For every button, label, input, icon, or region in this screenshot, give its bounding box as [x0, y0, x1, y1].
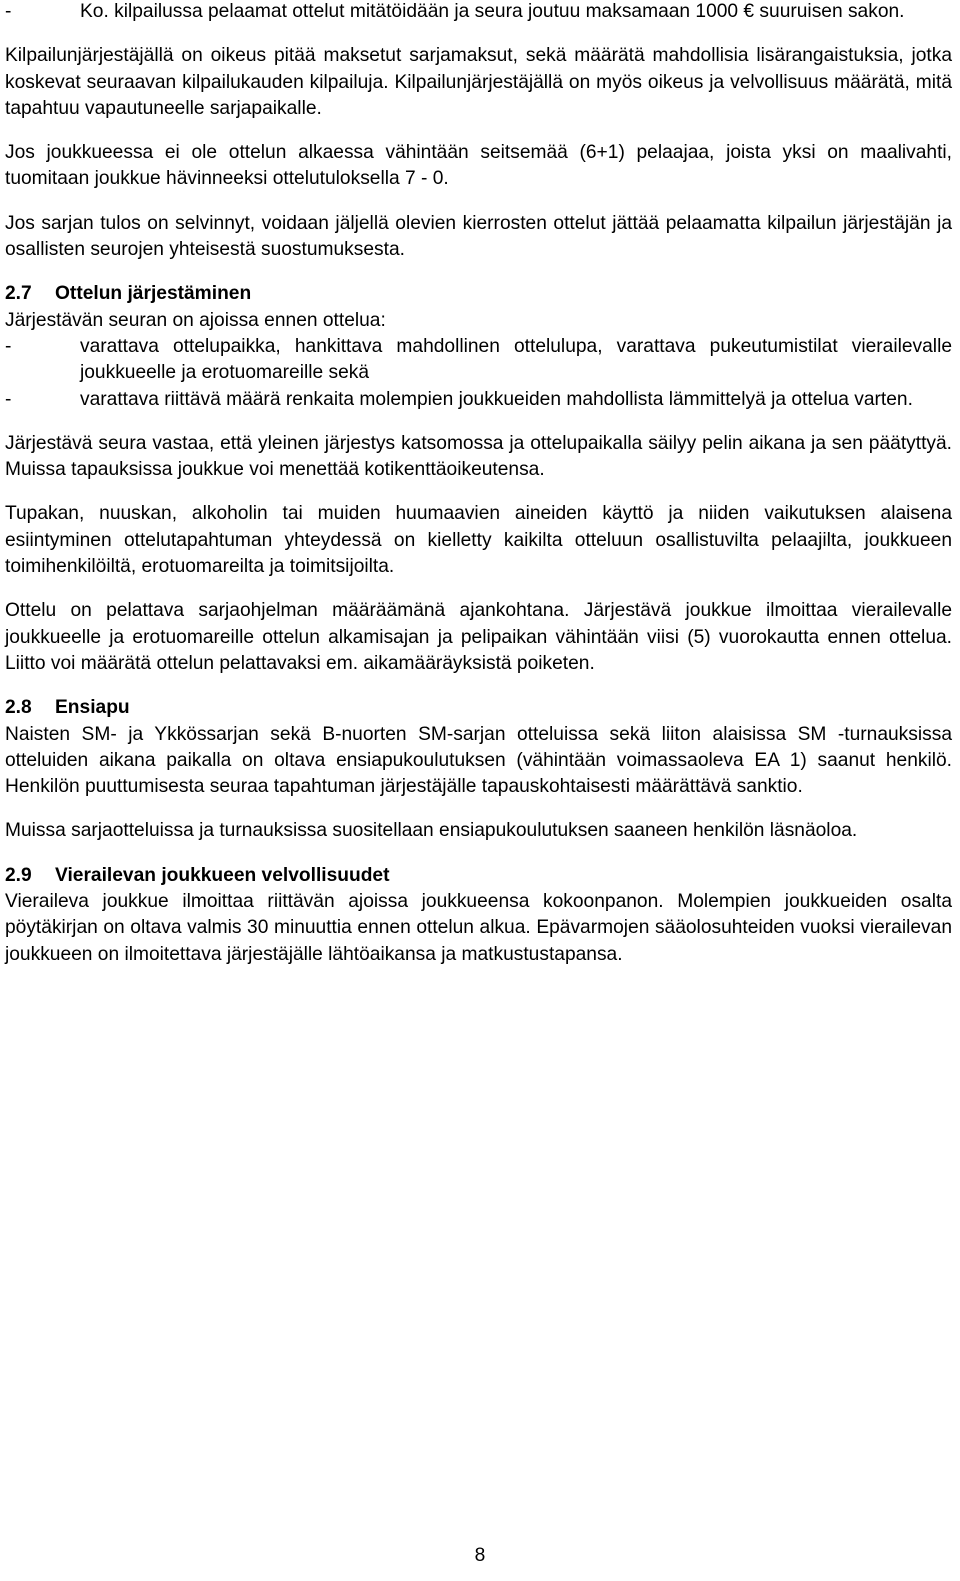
section-lead: Järjestävän seuran on ajoissa ennen ottelua: — [5, 309, 386, 331]
section-number: 2.9 — [5, 864, 32, 886]
section-2-9 — [5, 863, 952, 968]
list-item — [5, 334, 952, 387]
bullet-dash: - — [5, 388, 12, 410]
bullet-dash: - — [5, 1, 12, 22]
section-heading — [5, 695, 952, 721]
document-page — [5, 0, 952, 986]
bullet-text: varattava ottelupaikka, hankittava mahdollinen ottelulupa, varattava pukeutumistilat vierailevalle joukkueelle ja erotuomareille sekä — [80, 335, 952, 384]
section-number: 2.7 — [5, 283, 32, 305]
section-2-7 — [5, 281, 952, 677]
section-2-8 — [5, 695, 952, 844]
bullet-text: varattava riittävä määrä renkaita molempien joukkueiden mahdollista lämmittelyä ja ottelua varten. — [80, 388, 913, 410]
page-number: 8 — [474, 1545, 486, 1566]
paragraph-visiting-team: Vieraileva joukkue ilmoittaa riittävän ajoissa joukkueensa kokoonpanon. Molempien joukkueiden osalta pöytäkirjan on oltava valmis 30 minuuttia ennen ottelun alkua. Epävarmojen sääolosuhteiden vuoksi vierailevan joukkueen on ilmoitettava järjestäjälle lähtöaikansa ja matkustustapansa. — [5, 891, 952, 965]
bullet-text: Ko. kilpailussa pelaamat ottelut mitätöidään ja seura joutuu maksamaan 1000 € suuruisen sakon. — [80, 1, 905, 22]
section-title: Ottelun järjestäminen — [55, 283, 252, 305]
paragraph-first-aid: Naisten SM- ja Ykkössarjan sekä B-nuorten SM-sarjan otteluissa sekä liiton alaisissa SM -turnauksissa otteluiden aikana paikalla on oltava ensiapukoulutuksen (vähintään voimassaoleva EA 1) saanut henkilö. Henkilön puuttumisesta seuraa tapahtuman järjestäjälle tapauskohtaisesti määrättävä sanktio. — [5, 723, 952, 798]
section-title: Vierailevan joukkueen velvollisuudet — [55, 864, 390, 886]
bullet-dash: - — [5, 335, 12, 357]
paragraph-schedule: Ottelu on pelattava sarjaohjelman määräämänä ajankohtana. Järjestävä joukkue ilmoittaa vierailevalle joukkueelle ja erotuomareille ottelun alkamisajan ja pelipaikan vähintään viisi (5) vuorokautta ennen ottelua. Liitto voi määrätä ottelun pelattavaksi em. aikamääräyksistä poiketen. — [5, 600, 952, 674]
paragraph-min-players: Jos joukkueessa ei ole ottelun alkaessa vähintään seitsemää (6+1) pelaajaa, joista yksi on maalivahti, tuomitaan joukkue hävinneeksi ottelutuloksella 7 - 0. — [5, 142, 952, 190]
list-item-sanction — [5, 0, 952, 25]
paragraph-organizer-rights: Kilpailunjärjestäjällä on oikeus pitää maksetut sarjamaksut, sekä määrätä mahdollisia lisärangaistuksia, jotka koskevat seuraavan kilpailukauden kilpailuja. Kilpailunjärjestäjällä on myös oikeus ja velvollisuus määrätä, mitä tapahtuu vapautuneelle sarjapaikalle. — [5, 45, 952, 119]
section-number: 2.8 — [5, 697, 32, 719]
paragraph-substances: Tupakan, nuuskan, alkoholin tai muiden huumaavien aineiden käyttö ja niiden vaikutuksen alaisena esiintyminen ottelutapahtuman yhteydessä on kielletty kaikilta otteluun osallistuvilta pelaajilta, joukkueen toimihenkilöiltä, erotuomareilta ja toimitsijoilta. — [5, 503, 952, 578]
paragraph-series-decided: Jos sarjan tulos on selvinnyt, voidaan jäljellä olevien kierrosten ottelut jättää pelaamatta kilpailun järjestäjän ja osallisten seurojen yhteisestä suostumuksesta. — [5, 212, 952, 261]
section-title: Ensiapu — [55, 697, 130, 719]
section-heading — [5, 281, 952, 307]
paragraph-first-aid-recommendation: Muissa sarjaotteluissa ja turnauksissa suositellaan ensiapukoulutuksen saaneen henkilön läsnäoloa. — [5, 820, 858, 842]
list-item — [5, 387, 952, 413]
section-heading — [5, 863, 952, 889]
paragraph-order: Järjestävä seura vastaa, että yleinen järjestys katsomossa ja ottelupaikalla säilyy pelin aikana ja sen päätyttyä. Muissa tapauksissa joukkue voi menettää kotikenttäoikeutensa. — [5, 432, 952, 481]
